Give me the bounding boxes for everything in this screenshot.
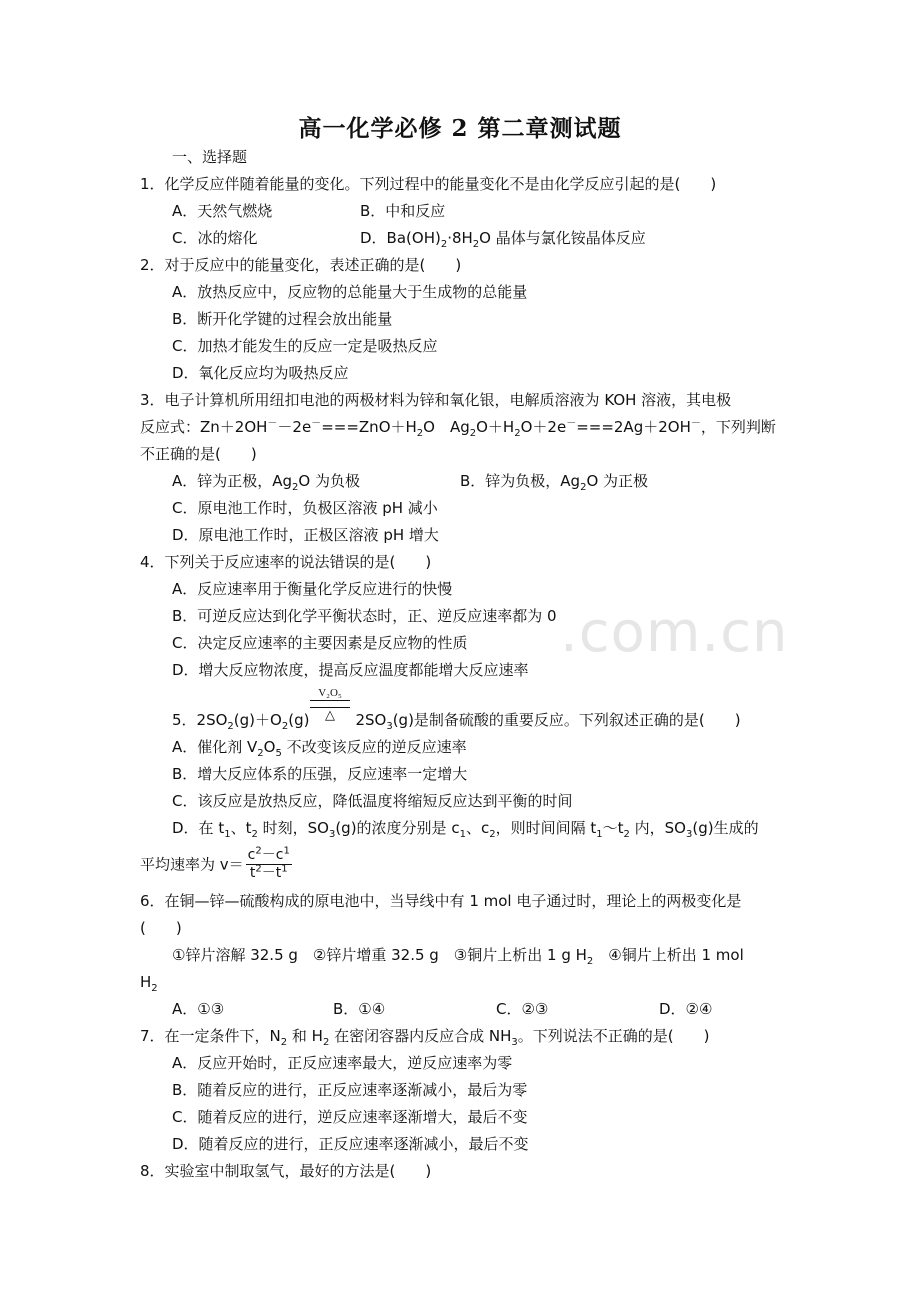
q3-option-d: D．原电池工作时，正极区溶液 pH 增大 — [172, 526, 439, 544]
q5-option-b: B．增大反应体系的压强，反应速率一定增大 — [172, 765, 468, 783]
q5-option-d-line1: D．在 $t_1$、$t_2$ 时刻，$SO_3(g)$的浓度分别是 $c_1$、$c_2$，则时间间隔 $t_1\sim t_2$ 内，$SO_3(g)$生成的 — [172, 819, 759, 840]
q4-option-a: A．反应速率用于衡量化学反应进行的快慢 — [172, 580, 453, 598]
section-heading: 一、选择题 — [172, 148, 248, 166]
q6-stem-line1: 6．在铜—锌—硫酸构成的原电池中，当导线中有 1 mol 电子通过时，理论上的两极变化是 — [140, 892, 742, 910]
q2-option-a: A．放热反应中，反应物的总能量大于生成物的总能量 — [172, 283, 528, 301]
q2-stem: 2．对于反应中的能量变化，表述正确的是( ) — [140, 256, 462, 274]
watermark: .com.cn — [560, 600, 789, 665]
q6-statements: ①锌片溶解 32.5 g ②锌片增重 32.5 g ③铜片上析出 1 g $H_2$ ④铜片上析出 1 mol — [172, 946, 744, 967]
q3-stem-line3: 不正确的是( ) — [140, 445, 257, 463]
q5-option-c: C．该反应是放热反应，降低温度将缩短反应达到平衡的时间 — [172, 792, 573, 810]
q6-option-d: D．②④ — [659, 1000, 713, 1018]
q3-option-c: C．原电池工作时，负极区溶液 pH 减小 — [172, 499, 438, 517]
q7-option-b: B．随着反应的进行，正反应速率逐渐减小，最后为零 — [172, 1081, 528, 1099]
q4-option-d: D．增大反应物浓度，提高反应温度都能增大反应速率 — [172, 661, 529, 679]
q1-option-c: C．冰的熔化 — [172, 229, 258, 247]
q1-stem: 1．化学反应伴随着能量的变化。下列过程中的能量变化不是由化学反应引起的是( ) — [140, 175, 717, 193]
catalyst-condition — [310, 687, 350, 722]
q4-stem: 4．下列关于反应速率的说法错误的是( ) — [140, 553, 432, 571]
page-title: 高一化学必修 2 第二章测试题 — [298, 115, 622, 142]
q5-option-d-line2: 平均速率为 v＝ $\frac{c^2-c^1}{t^2-t^1}$ — [140, 845, 290, 881]
q3-option-a: A．锌为正极，$Ag_2O$ 为负极 — [172, 472, 360, 493]
q7-option-a: A．反应开始时，正反应速率最大，逆反应速率为零 — [172, 1054, 513, 1072]
q1-option-b: B．中和反应 — [360, 202, 446, 220]
q3-stem-line1: 3．电子计算机所用纽扣电池的两极材料为锌和氧化银，电解质溶液为 KOH 溶液，其电极 — [140, 391, 732, 409]
q2-option-d: D．氧化反应均为吸热反应 — [172, 364, 349, 382]
heat-symbol: △ — [325, 707, 335, 722]
q6-stem-line2: ( ) — [140, 919, 182, 937]
q5-option-a: A．催化剂 $V_2O_5$ 不改变该反应的逆反应速率 — [172, 738, 467, 759]
q7-option-d: D．随着反应的进行，正反应速率逐渐减小，最后不变 — [172, 1135, 529, 1153]
q6-option-c: C．②③ — [496, 1000, 549, 1018]
q5-stem: 5．$2SO_2(g)+O_2(g)$ $2SO_3(g)$是制备硫酸的重要反应。下列叙述正确的是( ) — [172, 711, 741, 732]
rate-fraction: $\frac{c^2-c^1}{t^2-t^1}$ — [247, 845, 290, 881]
q4-option-c: C．决定反应速率的主要因素是反应物的性质 — [172, 634, 468, 652]
q7-stem: 7．在一定条件下，$N_2$ 和 $H_2$ 在密闭容器内反应合成 $NH_3$。下列说法不正确的是( ) — [140, 1027, 710, 1048]
q2-option-c: C．加热才能发生的反应一定是吸热反应 — [172, 337, 438, 355]
q7-option-c: C．随着反应的进行，逆反应速率逐渐增大，最后不变 — [172, 1108, 528, 1126]
q2-option-b: B．断开化学键的过程会放出能量 — [172, 310, 393, 328]
catalyst-label: V₂O₅ — [318, 687, 342, 699]
q1-option-a: A．天然气燃烧 — [172, 202, 273, 220]
q6-option-a: A．①③ — [172, 1000, 225, 1018]
q8-stem: 8．实验室中制取氢气，最好的方法是( ) — [140, 1162, 432, 1180]
q4-option-b: B．可逆反应达到化学平衡状态时，正、逆反应速率都为 0 — [172, 607, 557, 625]
q3-stem-line2: 反应式：$Zn+2OH^--2e^-===ZnO+H_2O$ $Ag_2O+H_2O+2e^-===2Ag+2OH^-$，下列判断 — [140, 418, 776, 439]
q6-statements-cont: $H_2$ — [140, 973, 158, 994]
q1-option-d: D．$Ba(OH)_2\cdot 8H_2O$ 晶体与氯化铵晶体反应 — [360, 229, 646, 250]
q6-option-b: B．①④ — [333, 1000, 386, 1018]
q3-option-b: B．锌为负极，$Ag_2O$ 为正极 — [460, 472, 649, 493]
